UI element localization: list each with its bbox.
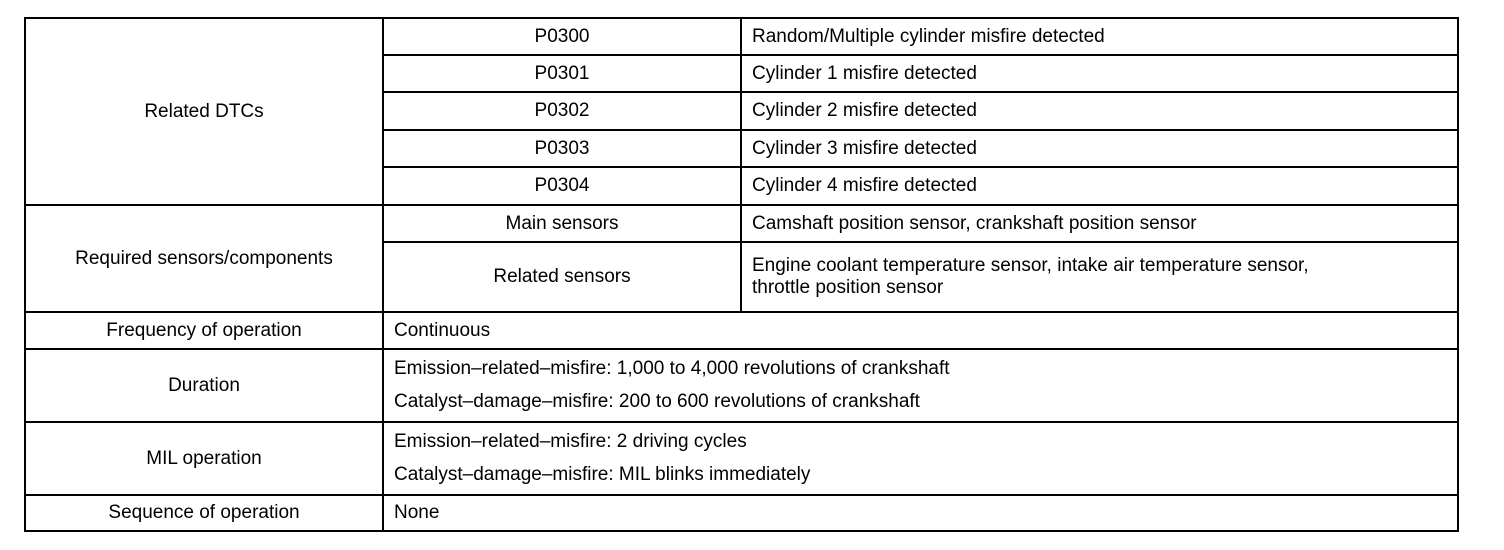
table-row [25,205,1458,242]
table-row [25,349,1458,422]
sequence-value: None [383,495,1458,531]
dtc-description: Random/Multiple cylinder misfire detected [741,18,1458,55]
duration-line: Emission–related–misfire: 1,000 to 4,000 revolutions of crankshaft [394,358,950,379]
dtc-description: Cylinder 4 misfire detected [741,167,1458,205]
required-sensors-label: Required sensors/components [25,205,383,312]
table-row [25,495,1458,531]
related-dtcs-label: Related DTCs [25,18,383,205]
duration-label: Duration [25,349,383,422]
main-sensors-label: Main sensors [383,205,741,242]
main-sensors-value: Camshaft position sensor, crankshaft position sensor [741,205,1458,242]
related-sensors-value [741,242,1458,312]
duration-line: Catalyst–damage–misfire: 200 to 600 revolutions of crankshaft [394,391,920,412]
mil-operation-label: MIL operation [25,422,383,495]
mil-operation-value [383,422,1458,495]
dtc-code: P0300 [383,18,741,55]
related-sensors-line: Engine coolant temperature sensor, intake air temperature sensor, [752,255,1309,276]
mil-operation-line: Catalyst–damage–misfire: MIL blinks immediately [394,464,811,485]
sequence-label: Sequence of operation [25,495,383,531]
table-row [25,422,1458,495]
duration-value [383,349,1458,422]
mil-operation-line: Emission–related–misfire: 2 driving cycles [394,431,747,452]
table-row [25,312,1458,349]
dtc-description: Cylinder 1 misfire detected [741,55,1458,92]
table-row [25,18,1458,55]
dtc-description: Cylinder 2 misfire detected [741,92,1458,130]
related-sensors-line: throttle position sensor [752,277,944,298]
related-sensors-label: Related sensors [383,242,741,312]
frequency-value: Continuous [383,312,1458,349]
frequency-label: Frequency of operation [25,312,383,349]
dtc-code: P0301 [383,55,741,92]
dtc-code: P0303 [383,130,741,167]
monitor-spec-table [24,17,1459,532]
dtc-description: Cylinder 3 misfire detected [741,130,1458,167]
dtc-code: P0302 [383,92,741,130]
dtc-code: P0304 [383,167,741,205]
